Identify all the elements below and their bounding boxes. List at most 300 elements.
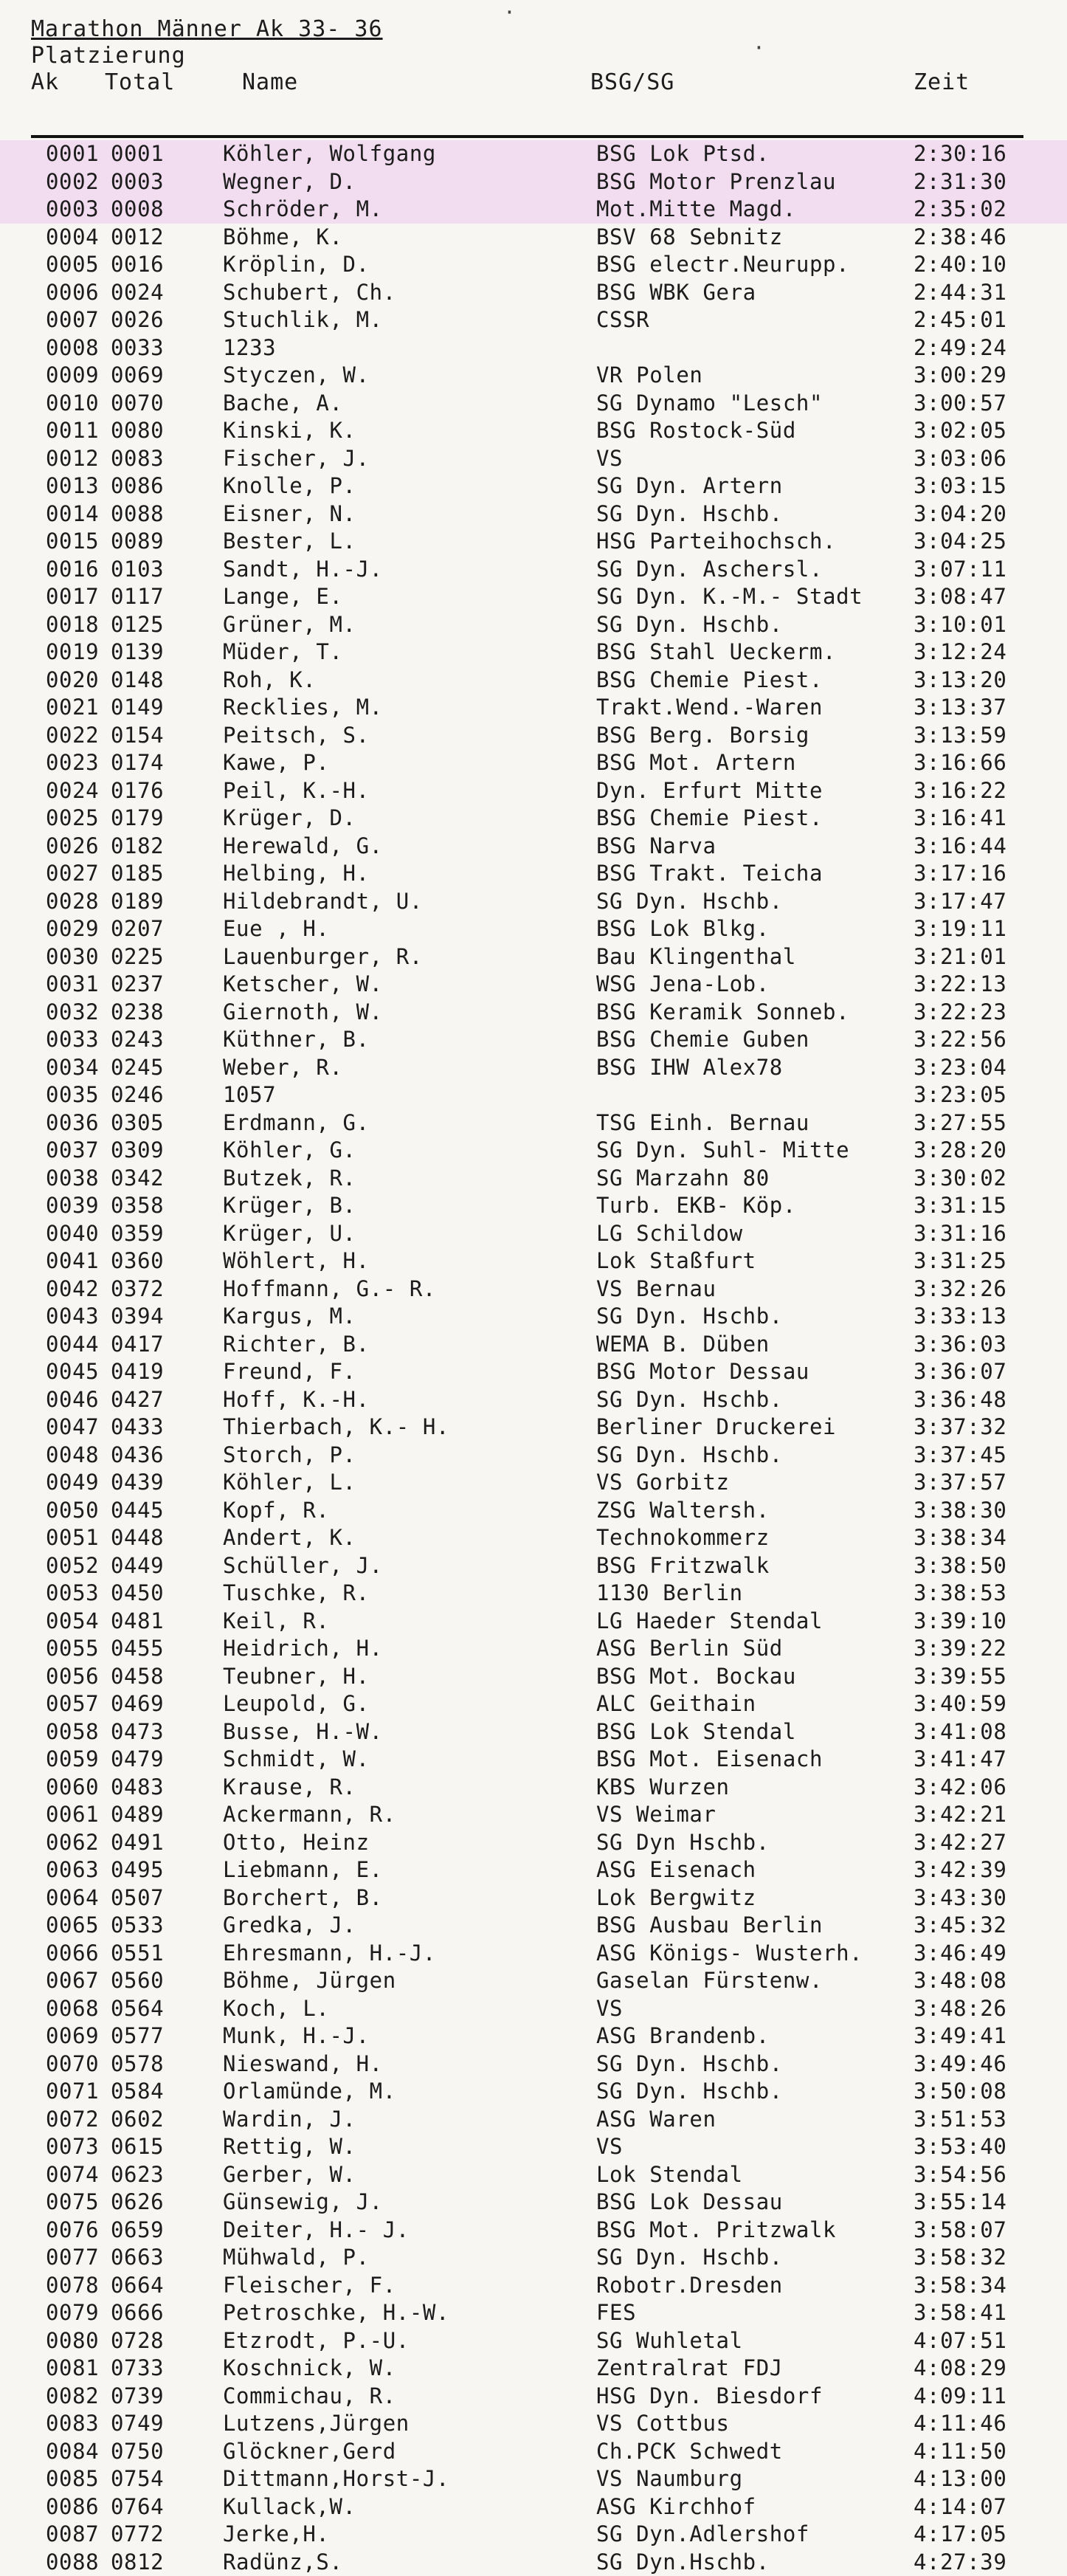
total-cell: 0495 (111, 1856, 164, 1884)
name-cell: Dittmann,Horst-J. (223, 2465, 449, 2493)
name-cell: Gerber, W. (223, 2161, 356, 2189)
total-cell: 0012 (111, 224, 164, 252)
club-cell: SG Dyn. Hschb. (596, 500, 783, 528)
time-cell: 3:23:05 (914, 1081, 1006, 1109)
table-row (0, 2299, 1067, 2327)
total-cell: 0154 (111, 722, 164, 750)
ak-cell: 0049 (46, 1469, 99, 1497)
name-cell: 1233 (223, 334, 276, 362)
time-cell: 3:31:15 (914, 1192, 1006, 1220)
ak-cell: 0036 (46, 1109, 99, 1137)
ak-cell: 0086 (46, 2493, 99, 2521)
table-row (0, 1192, 1067, 1220)
time-cell: 3:54:56 (914, 2161, 1006, 2189)
time-cell: 3:48:08 (914, 1967, 1006, 1995)
time-cell: 3:13:37 (914, 694, 1006, 722)
club-cell: SG Dyn. Hschb. (596, 1386, 783, 1414)
ak-cell: 0038 (46, 1165, 99, 1193)
ak-cell: 0058 (46, 1718, 99, 1746)
ak-cell: 0029 (46, 915, 99, 943)
total-cell: 0584 (111, 2078, 164, 2106)
name-cell: Kawe, P. (223, 749, 329, 777)
time-cell: 3:55:14 (914, 2188, 1006, 2217)
name-cell: Weber, R. (223, 1054, 343, 1082)
name-cell: Helbing, H. (223, 860, 370, 888)
name-cell: Ackermann, R. (223, 1801, 396, 1829)
club-cell: Dyn. Erfurt Mitte (596, 777, 823, 805)
total-cell: 0445 (111, 1497, 164, 1525)
total-cell: 0024 (111, 279, 164, 307)
ak-cell: 0077 (46, 2244, 99, 2272)
ak-cell: 0024 (46, 777, 99, 805)
club-cell: BSG Fritzwalk (596, 1552, 770, 1580)
name-cell: Kinski, K. (223, 417, 356, 445)
club-cell: BSG Mot. Eisenach (596, 1746, 823, 1774)
time-cell: 3:30:02 (914, 1165, 1006, 1193)
name-cell: Herewald, G. (223, 833, 383, 861)
ak-cell: 0048 (46, 1442, 99, 1470)
name-cell: Kröplin, D. (223, 251, 370, 279)
name-cell: Gredka, J. (223, 1912, 356, 1940)
time-cell: 3:42:27 (914, 1829, 1006, 1857)
club-cell: HSG Dyn. Biesdorf (596, 2383, 823, 2411)
time-cell: 3:42:21 (914, 1801, 1006, 1829)
time-cell: 3:53:40 (914, 2133, 1006, 2161)
table-row (0, 2355, 1067, 2383)
club-cell: BSG electr.Neurupp. (596, 251, 849, 279)
time-cell: 4:07:51 (914, 2327, 1006, 2355)
time-cell: 4:17:05 (914, 2521, 1006, 2549)
time-cell: 3:43:30 (914, 1884, 1006, 1912)
ak-cell: 0011 (46, 417, 99, 445)
ak-cell: 0001 (46, 140, 99, 168)
table-row (0, 1358, 1067, 1386)
table-row (0, 472, 1067, 500)
club-cell: SG Dynamo "Lesch" (596, 390, 823, 418)
club-cell: BSG Lok Ptsd. (596, 140, 770, 168)
ak-cell: 0064 (46, 1884, 99, 1912)
total-cell: 0481 (111, 1608, 164, 1636)
table-row (0, 1856, 1067, 1884)
name-cell: Munk, H.-J. (223, 2022, 370, 2050)
name-cell: Koschnick, W. (223, 2355, 396, 2383)
table-row (0, 334, 1067, 362)
time-cell: 3:40:59 (914, 1690, 1006, 1718)
name-cell: Kullack,W. (223, 2493, 356, 2521)
time-cell: 3:39:22 (914, 1635, 1006, 1663)
name-cell: Köhler, L. (223, 1469, 356, 1497)
name-cell: Deiter, H.- J. (223, 2217, 410, 2245)
table-row (0, 362, 1067, 390)
club-cell: Zentralrat FDJ (596, 2355, 783, 2383)
total-cell: 0577 (111, 2022, 164, 2050)
table-row (0, 1220, 1067, 1248)
ak-cell: 0076 (46, 2217, 99, 2245)
total-cell: 0449 (111, 1552, 164, 1580)
table-row (0, 722, 1067, 750)
time-cell: 2:38:46 (914, 224, 1006, 252)
ak-cell: 0026 (46, 833, 99, 861)
ak-cell: 0009 (46, 362, 99, 390)
name-cell: Ehresmann, H.-J. (223, 1940, 436, 1968)
ak-cell: 0056 (46, 1663, 99, 1691)
time-cell: 4:13:00 (914, 2465, 1006, 2493)
total-cell: 0179 (111, 805, 164, 833)
ak-cell: 0080 (46, 2327, 99, 2355)
total-cell: 0237 (111, 971, 164, 999)
title-text: Marathon Männer Ak 33- 36 (31, 16, 383, 42)
name-cell: Eue , H. (223, 915, 329, 943)
club-cell: SG Dyn.Hschb. (596, 2549, 770, 2576)
total-cell: 0764 (111, 2493, 164, 2521)
name-cell: Bache, A. (223, 390, 343, 418)
time-cell: 3:13:20 (914, 667, 1006, 695)
club-cell: ASG Kirchhof (596, 2493, 756, 2521)
name-cell: Erdmann, G. (223, 1109, 370, 1137)
club-cell: Lok Stendal (596, 2161, 743, 2189)
ak-cell: 0033 (46, 1026, 99, 1054)
club-cell: WEMA B. Düben (596, 1331, 770, 1359)
ak-cell: 0013 (46, 472, 99, 500)
name-cell: Orlamünde, M. (223, 2078, 396, 2106)
total-cell: 0070 (111, 390, 164, 418)
total-cell: 0663 (111, 2244, 164, 2272)
total-cell: 0733 (111, 2355, 164, 2383)
table-row (0, 1690, 1067, 1718)
ak-cell: 0014 (46, 500, 99, 528)
table-row (0, 2549, 1067, 2576)
total-cell: 0812 (111, 2549, 164, 2576)
name-cell: Richter, B. (223, 1331, 370, 1359)
speck-mark: · (753, 35, 765, 60)
total-cell: 0026 (111, 306, 164, 334)
time-cell: 2:44:31 (914, 279, 1006, 307)
name-cell: Radünz,S. (223, 2549, 343, 2576)
time-cell: 3:38:34 (914, 1524, 1006, 1552)
time-cell: 3:41:08 (914, 1718, 1006, 1746)
name-cell: Roh, K. (223, 667, 316, 695)
name-cell: Storch, P. (223, 1442, 356, 1470)
time-cell: 3:58:32 (914, 2244, 1006, 2272)
ak-cell: 0070 (46, 2050, 99, 2079)
total-cell: 0083 (111, 445, 164, 473)
table-row (0, 1331, 1067, 1359)
name-cell: Böhme, K. (223, 224, 343, 252)
table-row (0, 1303, 1067, 1331)
table-row (0, 2410, 1067, 2438)
ak-cell: 0034 (46, 1054, 99, 1082)
table-row (0, 2493, 1067, 2521)
total-cell: 0419 (111, 1358, 164, 1386)
total-cell: 0176 (111, 777, 164, 805)
club-cell: Bau Klingenthal (596, 943, 796, 971)
total-cell: 0372 (111, 1275, 164, 1304)
ak-cell: 0044 (46, 1331, 99, 1359)
name-cell: Teubner, H. (223, 1663, 370, 1691)
table-row (0, 1054, 1067, 1082)
total-cell: 0479 (111, 1746, 164, 1774)
total-cell: 0664 (111, 2272, 164, 2300)
table-row (0, 777, 1067, 805)
name-cell: Freund, F. (223, 1358, 356, 1386)
ak-cell: 0062 (46, 1829, 99, 1857)
name-cell: Keil, R. (223, 1608, 329, 1636)
time-cell: 3:58:41 (914, 2299, 1006, 2327)
total-cell: 0174 (111, 749, 164, 777)
time-cell: 3:07:11 (914, 556, 1006, 584)
ak-cell: 0037 (46, 1137, 99, 1165)
table-row (0, 1137, 1067, 1165)
name-cell: Eisner, N. (223, 500, 356, 528)
name-cell: Krüger, B. (223, 1192, 356, 1220)
club-cell: BSG Trakt. Teicha (596, 860, 823, 888)
name-cell: Wöhlert, H. (223, 1247, 370, 1275)
total-cell: 0623 (111, 2161, 164, 2189)
name-cell: Etzrodt, P.-U. (223, 2327, 410, 2355)
club-cell: BSG Mot. Artern (596, 749, 796, 777)
column-header-name: Name (242, 69, 298, 95)
club-cell: SG Marzahn 80 (596, 1165, 770, 1193)
table-row (0, 1635, 1067, 1663)
time-cell: 3:49:41 (914, 2022, 1006, 2050)
total-cell: 0003 (111, 168, 164, 196)
club-cell: BSG Motor Dessau (596, 1358, 809, 1386)
table-row (0, 1608, 1067, 1636)
club-cell: SG Dyn. Hschb. (596, 2244, 783, 2272)
total-cell: 0139 (111, 638, 164, 667)
club-cell: BSG Keramik Sonneb. (596, 999, 849, 1027)
time-cell: 3:16:22 (914, 777, 1006, 805)
ak-cell: 0071 (46, 2078, 99, 2106)
ak-cell: 0028 (46, 888, 99, 916)
table-row (0, 915, 1067, 943)
total-cell: 0360 (111, 1247, 164, 1275)
table-row (0, 528, 1067, 556)
club-cell: ALC Geithain (596, 1690, 756, 1718)
total-cell: 0185 (111, 860, 164, 888)
total-cell: 0450 (111, 1580, 164, 1608)
ak-cell: 0050 (46, 1497, 99, 1525)
time-cell: 3:04:20 (914, 500, 1006, 528)
total-cell: 0149 (111, 694, 164, 722)
club-cell: VS Gorbitz (596, 1469, 730, 1497)
table-row (0, 638, 1067, 667)
table-row (0, 1413, 1067, 1442)
table-row (0, 1663, 1067, 1691)
club-cell: BSG Narva (596, 833, 716, 861)
time-cell: 3:58:34 (914, 2272, 1006, 2300)
table-row (0, 2161, 1067, 2189)
ak-cell: 0087 (46, 2521, 99, 2549)
time-cell: 3:49:46 (914, 2050, 1006, 2079)
ak-cell: 0042 (46, 1275, 99, 1304)
total-cell: 0016 (111, 251, 164, 279)
table-row (0, 1442, 1067, 1470)
total-cell: 0117 (111, 583, 164, 611)
table-row (0, 2022, 1067, 2050)
club-cell: Trakt.Wend.-Waren (596, 694, 823, 722)
time-cell: 3:00:29 (914, 362, 1006, 390)
page-title (31, 16, 383, 42)
table-row (0, 417, 1067, 445)
time-cell: 4:11:50 (914, 2438, 1006, 2466)
time-cell: 3:22:56 (914, 1026, 1006, 1054)
ak-cell: 0047 (46, 1413, 99, 1442)
club-cell: Turb. EKB- Köp. (596, 1192, 796, 1220)
club-cell: HSG Parteihochsch. (596, 528, 836, 556)
name-cell: Lutzens,Jürgen (223, 2410, 410, 2438)
total-cell: 0008 (111, 196, 164, 224)
name-cell: Krause, R. (223, 1774, 356, 1802)
table-row (0, 251, 1067, 279)
table-row (0, 2217, 1067, 2245)
time-cell: 3:27:55 (914, 1109, 1006, 1137)
time-cell: 3:02:05 (914, 417, 1006, 445)
total-cell: 0489 (111, 1801, 164, 1829)
club-cell: BSG Stahl Ueckerm. (596, 638, 836, 667)
table-row (0, 1746, 1067, 1774)
club-cell: SG Dyn. Hschb. (596, 611, 783, 639)
time-cell: 3:12:24 (914, 638, 1006, 667)
club-cell: BSG Chemie Piest. (596, 805, 823, 833)
time-cell: 3:17:16 (914, 860, 1006, 888)
name-cell: Stuchlik, M. (223, 306, 383, 334)
club-cell: BSG Lok Stendal (596, 1718, 796, 1746)
club-cell: SG Dyn. Artern (596, 472, 783, 500)
table-row (0, 2106, 1067, 2134)
club-cell: ASG Königs- Wusterh. (596, 1940, 863, 1968)
time-cell: 2:40:10 (914, 251, 1006, 279)
name-cell: Lange, E. (223, 583, 343, 611)
club-cell: FES (596, 2299, 636, 2327)
total-cell: 0069 (111, 362, 164, 390)
club-cell: VS Naumburg (596, 2465, 743, 2493)
club-cell: VS Cottbus (596, 2410, 730, 2438)
time-cell: 3:50:08 (914, 2078, 1006, 2106)
time-cell: 3:28:20 (914, 1137, 1006, 1165)
club-cell: BSV 68 Sebnitz (596, 224, 783, 252)
time-cell: 3:38:30 (914, 1497, 1006, 1525)
total-cell: 0564 (111, 1995, 164, 2023)
time-cell: 3:22:23 (914, 999, 1006, 1027)
ak-cell: 0023 (46, 749, 99, 777)
name-cell: Jerke,H. (223, 2521, 329, 2549)
club-cell: SG Dyn Hschb. (596, 1829, 770, 1857)
name-cell: Küthner, B. (223, 1026, 370, 1054)
table-row (0, 2383, 1067, 2411)
club-cell: Lok Staßfurt (596, 1247, 756, 1275)
total-cell: 0666 (111, 2299, 164, 2327)
name-cell: Kargus, M. (223, 1303, 356, 1331)
name-cell: Fleischer, F. (223, 2272, 396, 2300)
total-cell: 0615 (111, 2133, 164, 2161)
table-row (0, 1247, 1067, 1275)
table-row (0, 2465, 1067, 2493)
ak-cell: 0022 (46, 722, 99, 750)
time-cell: 3:19:11 (914, 915, 1006, 943)
table-row (0, 2272, 1067, 2300)
table-row (0, 1081, 1067, 1109)
table-row (0, 805, 1067, 833)
total-cell: 0238 (111, 999, 164, 1027)
total-cell: 0578 (111, 2050, 164, 2079)
table-row (0, 1469, 1067, 1497)
header-rule (31, 135, 1023, 138)
ak-cell: 0021 (46, 694, 99, 722)
time-cell: 3:42:06 (914, 1774, 1006, 1802)
club-cell: SG Dyn. Suhl- Mitte (596, 1137, 849, 1165)
table-row (0, 279, 1067, 307)
club-cell: Robotr.Dresden (596, 2272, 783, 2300)
total-cell: 0394 (111, 1303, 164, 1331)
club-cell: VS (596, 1995, 623, 2023)
ak-cell: 0063 (46, 1856, 99, 1884)
name-cell: Petroschke, H.-W. (223, 2299, 449, 2327)
ak-cell: 0088 (46, 2549, 99, 2576)
total-cell: 0473 (111, 1718, 164, 1746)
table-row (0, 556, 1067, 584)
ak-cell: 0069 (46, 2022, 99, 2050)
club-cell: VS Weimar (596, 1801, 716, 1829)
table-row (0, 1829, 1067, 1857)
club-cell: ASG Brandenb. (596, 2022, 770, 2050)
club-cell: SG Dyn. Hschb. (596, 2050, 783, 2079)
club-cell: ASG Waren (596, 2106, 716, 2134)
ak-cell: 0019 (46, 638, 99, 667)
time-cell: 3:23:04 (914, 1054, 1006, 1082)
ak-cell: 0012 (46, 445, 99, 473)
ak-cell: 0030 (46, 943, 99, 971)
table-row (0, 2188, 1067, 2217)
time-cell: 3:36:03 (914, 1331, 1006, 1359)
table-row (0, 140, 1067, 168)
time-cell: 3:37:32 (914, 1413, 1006, 1442)
table-row (0, 2244, 1067, 2272)
name-cell: Liebmann, E. (223, 1856, 383, 1884)
name-cell: Giernoth, W. (223, 999, 383, 1027)
ak-cell: 0060 (46, 1774, 99, 1802)
club-cell: Berliner Druckerei (596, 1413, 836, 1442)
time-cell: 3:16:66 (914, 749, 1006, 777)
total-cell: 0754 (111, 2465, 164, 2493)
name-cell: Peil, K.-H. (223, 777, 370, 805)
time-cell: 3:16:44 (914, 833, 1006, 861)
time-cell: 3:00:57 (914, 390, 1006, 418)
total-cell: 0491 (111, 1829, 164, 1857)
ak-cell: 0016 (46, 556, 99, 584)
time-cell: 3:13:59 (914, 722, 1006, 750)
time-cell: 3:03:06 (914, 445, 1006, 473)
ak-cell: 0039 (46, 1192, 99, 1220)
table-row (0, 2327, 1067, 2355)
name-cell: Schubert, Ch. (223, 279, 396, 307)
name-cell: Borchert, B. (223, 1884, 383, 1912)
club-cell: ASG Berlin Süd (596, 1635, 783, 1663)
ak-cell: 0078 (46, 2272, 99, 2300)
name-cell: Koch, L. (223, 1995, 329, 2023)
time-cell: 3:37:45 (914, 1442, 1006, 1470)
ak-cell: 0025 (46, 805, 99, 833)
speck-mark: · (503, 0, 516, 24)
time-cell: 2:49:24 (914, 334, 1006, 362)
name-cell: Wegner, D. (223, 168, 356, 196)
name-cell: Kopf, R. (223, 1497, 329, 1525)
total-cell: 0225 (111, 943, 164, 971)
table-row (0, 1801, 1067, 1829)
total-cell: 0342 (111, 1165, 164, 1193)
time-cell: 3:38:53 (914, 1580, 1006, 1608)
table-row (0, 168, 1067, 196)
